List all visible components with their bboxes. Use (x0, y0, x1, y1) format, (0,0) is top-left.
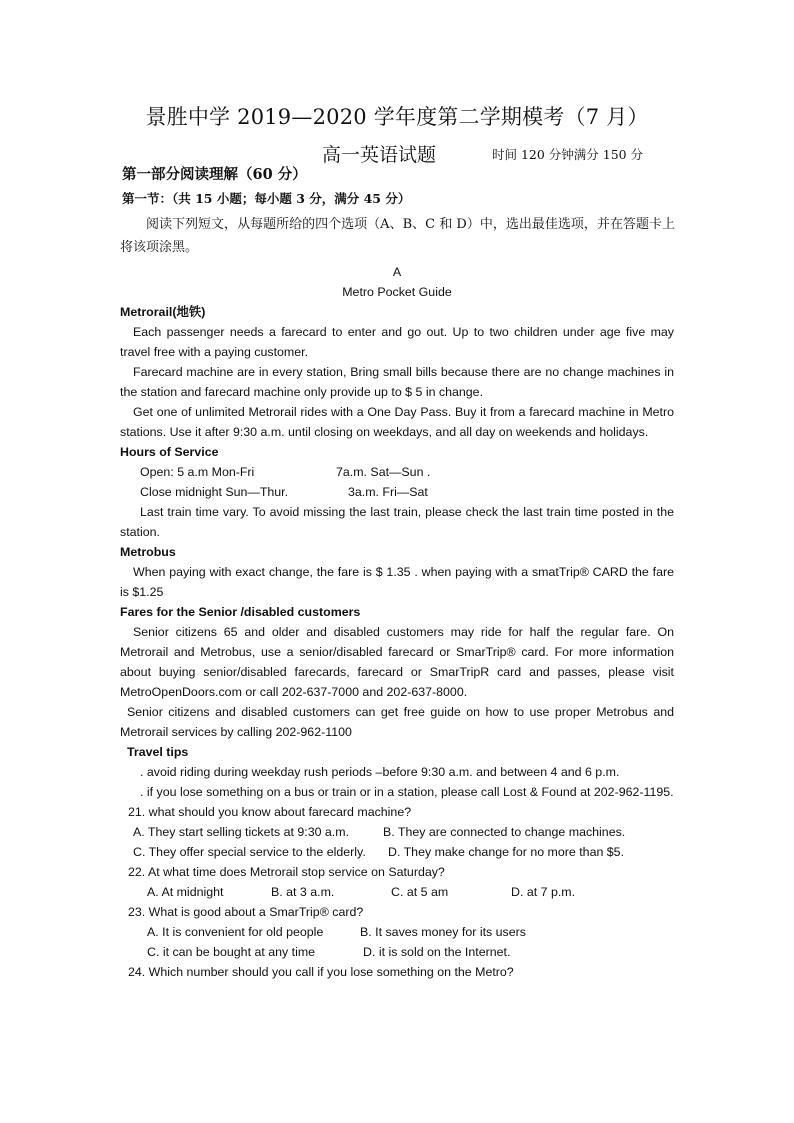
question-22-option-b[interactable]: B. at 3 a.m. (271, 885, 335, 899)
exam-title: 景胜中学 2019—2020 学年度第二学期模考（7 月） (145, 105, 649, 129)
hours-close-weekday: Close midnight Sun—Thur. (140, 485, 289, 499)
exam-timing: 时间 120 分钟满分 150 分 (492, 147, 644, 162)
hours-open-weekend: 7a.m. Sat—Sun . (336, 465, 431, 479)
hours-close-weekend: 3a.m. Fri—Sat (348, 485, 428, 499)
question-23-option-b[interactable]: B. It saves money for its users (360, 925, 526, 939)
hours-open-row (120, 462, 674, 482)
fares-paragraph-1: Senior citizens 65 and older and disabled customers may ride for half the regular fare. On Metrorail and Metrobus, use a senior/disabled farecard or SmarTrip® card. For more information about buying senior/disabled farecards, farecard or SmarTripR card and passes, please visit MetroOpenDoors.com or call 202-637-7000 and 202-637-8000. (120, 625, 674, 699)
question-23-option-d[interactable]: D. it is sold on the Internet. (363, 945, 511, 959)
question-23-options-row-2 (120, 942, 674, 962)
question-23-option-c[interactable]: C. it can be bought at any time (147, 945, 316, 959)
question-24-stem: 24. Which number should you call if you lose something on the Metro? (128, 965, 514, 979)
question-21-options-row-1 (120, 822, 674, 842)
question-21-stem: 21. what should you know about farecard machine? (128, 805, 412, 819)
question-22-option-a[interactable]: A. At midnight (147, 885, 224, 899)
instructions: 阅读下列短文，从每题所给的四个选项（A、B、C 和 D）中，选出最佳选项，并在答题卡上将该项涂黑。 (120, 217, 675, 255)
hours-open-weekday: Open: 5 a.m Mon-Fri (140, 465, 255, 479)
question-23-stem: 23. What is good about a SmarTrip® card? (128, 905, 364, 919)
question-22-options-row (120, 882, 674, 902)
tip-2: . if you lose something on a bus or train or in a station, please call Lost & Found at 202-962-1195. (140, 785, 674, 799)
passage-a (120, 262, 674, 982)
question-22-option-d[interactable]: D. at 7 p.m. (511, 885, 576, 899)
question-21-option-a[interactable]: A. They start selling tickets at 9:30 a.m. (133, 825, 350, 839)
question-23-option-a[interactable]: A. It is convenient for old people (147, 925, 324, 939)
section-heading: 第一节：（共 15 小题；每小题 3 分，满分 45 分） (122, 191, 411, 206)
tips-heading: Travel tips (127, 745, 189, 759)
metrorail-heading: Metrorail(地铁) (120, 305, 206, 319)
hours-note: Last train time vary. To avoid missing the last train, please check the last train time posted in the station. (120, 505, 674, 539)
question-21-options-row-2 (120, 842, 674, 862)
passage-letter: A (392, 265, 402, 279)
fares-heading: Fares for the Senior /disabled customers (120, 605, 361, 619)
question-22-option-c[interactable]: C. at 5 am (391, 885, 449, 899)
guide-title: Metro Pocket Guide (342, 285, 452, 299)
tip-1: . avoid riding during weekday rush periods –before 9:30 a.m. and between 4 and 6 p.m. (140, 765, 620, 779)
metrorail-paragraph-2: Farecard machine are in every station, Bring small bills because there are no change machines in the station and farecard machine only provide up to $ 5 in change. (120, 365, 674, 399)
question-21-option-b[interactable]: B. They are connected to change machines. (383, 825, 626, 839)
part-heading: 第一部分阅读理解（60 分） (122, 166, 307, 183)
question-21-option-c[interactable]: C. They offer special service to the elderly. (133, 845, 366, 859)
exam-subtitle: 高一英语试题 (322, 144, 437, 166)
metrobus-paragraph: When paying with exact change, the fare is $ 1.35 . when paying with a smatTrip® CARD the fare is $1.25 (120, 565, 674, 599)
metrorail-paragraph-1: Each passenger needs a farecard to enter and go out. Up to two children under age five may travel free with a paying customer. (120, 325, 674, 359)
hours-close-row (120, 482, 674, 502)
fares-paragraph-2: Senior citizens and disabled customers can get free guide on how to use proper Metrobus and Metrorail services by calling 202-962-1100 (120, 705, 674, 739)
hours-heading: Hours of Service (120, 445, 219, 459)
question-23-options-row-1 (120, 922, 674, 942)
question-22-stem: 22. At what time does Metrorail stop service on Saturday? (128, 865, 445, 879)
question-21-option-d[interactable]: D. They make change for no more than $5. (388, 845, 625, 859)
metrorail-paragraph-3: Get one of unlimited Metrorail rides with a One Day Pass. Buy it from a farecard machine in Metro stations. Use it after 9:30 a.m. until closing on weekdays, and all day on weekends and holidays. (120, 405, 674, 439)
metrobus-heading: Metrobus (120, 545, 176, 559)
